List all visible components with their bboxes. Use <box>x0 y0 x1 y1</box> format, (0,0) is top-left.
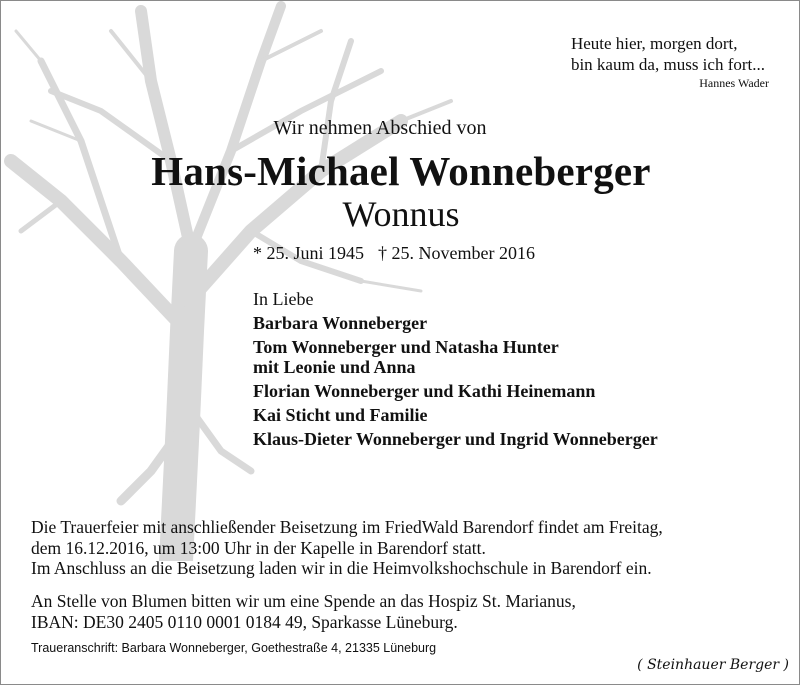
donation-info <box>31 591 576 632</box>
quote-block <box>570 33 769 91</box>
family-member: mit Leonie und Anna <box>253 357 416 377</box>
donation-line-2: IBAN: DE30 2405 0110 0001 0184 49, Sparkasse Lüneburg. <box>31 611 458 632</box>
deceased-nickname: Wonnus <box>342 194 460 234</box>
tree-watermark <box>1 1 471 561</box>
quote-line-2: bin kaum da, muss ich fort... <box>570 55 765 74</box>
quote-line-1: Heute hier, morgen dort, <box>570 34 738 53</box>
mourning-address: Traueranschrift: Barbara Wonneberger, Goethestraße 4, 21335 Lüneburg <box>31 641 437 655</box>
ceremony-line-3: Im Anschluss an die Beisetzung laden wir in die Heimvolkshochschule in Barendorf ein. <box>31 558 652 578</box>
death-date: † 25. November 2016 <box>378 243 535 263</box>
family-member: Kai Sticht und Familie <box>253 405 428 425</box>
family-member: Tom Wonneberger und Natasha Hunter <box>253 337 559 357</box>
family-member: Florian Wonneberger und Kathi Heinemann <box>253 381 596 401</box>
ceremony-line-2: dem 16.12.2016, um 13:00 Uhr in der Kapelle in Barendorf statt. <box>31 537 486 558</box>
deceased-name: Hans-Michael Wonneberger <box>151 148 651 194</box>
quote-author: Hannes Wader <box>699 76 769 90</box>
donation-line-1: An Stelle von Blumen bitten wir um eine Spende an das Hospiz St. Marianus, <box>31 591 576 611</box>
family-member: Barbara Wonneberger <box>253 313 428 333</box>
family-member: Klaus-Dieter Wonneberger und Ingrid Wonneberger <box>253 429 658 449</box>
family-list <box>253 289 658 450</box>
stonemason-stamp: ( Steinhauer Berger ) <box>637 657 789 673</box>
intro-text: Wir nehmen Abschied von <box>273 117 487 139</box>
ceremony-line-1: Die Trauerfeier mit anschließender Beisetzung im FriedWald Barendorf findet am Freitag, <box>31 517 663 537</box>
ceremony-info <box>31 517 663 579</box>
family-heading: In Liebe <box>253 289 314 309</box>
birth-date: * 25. Juni 1945 <box>253 243 365 263</box>
life-dates <box>253 243 535 264</box>
